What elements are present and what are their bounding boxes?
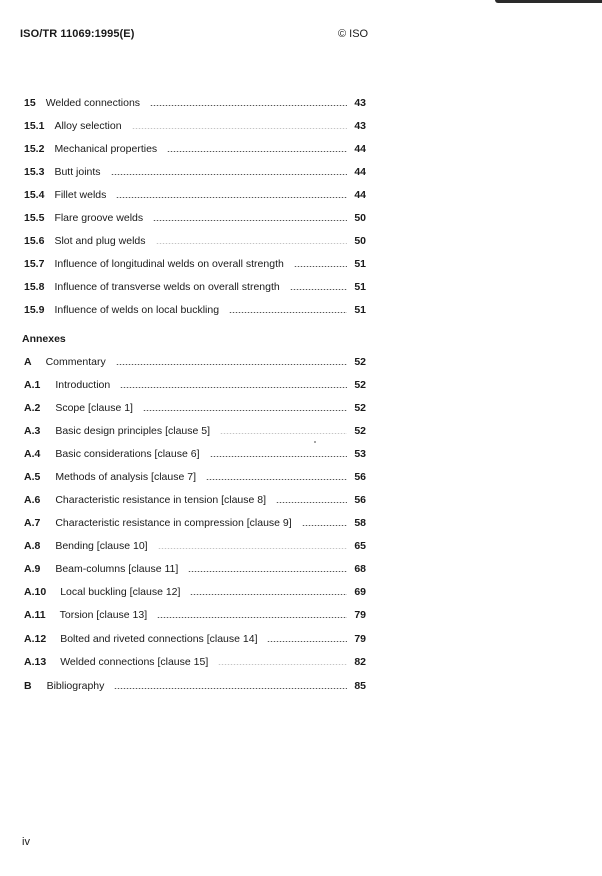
annex-entry-page: 69 [354, 586, 366, 598]
annex-entry-number: A.6 [24, 494, 41, 506]
annex-entry-number: A.12 [24, 633, 47, 645]
annex-entry [24, 355, 366, 369]
annex-entry [24, 493, 366, 507]
annex-entry-page: 79 [354, 609, 366, 621]
dot-leader [190, 594, 347, 595]
toc-entry-number: 15.3 [24, 166, 45, 178]
annex-entry-number: A.3 [24, 425, 41, 437]
annex-entry-title: Welded connections [clause 15] [60, 656, 209, 668]
annex-entry-number: A.9 [24, 563, 41, 575]
toc-entry [24, 257, 366, 271]
dot-leader [220, 433, 347, 434]
annex-entry-number: B [24, 680, 32, 692]
annex-entry-title: Bolted and riveted connections [clause 14] [60, 633, 258, 645]
toc-entry-page: 50 [354, 235, 366, 247]
annex-entry-page: 52 [354, 356, 366, 368]
annex-entry-page: 56 [354, 471, 366, 483]
dot-leader [116, 364, 347, 365]
toc-entry-page: 44 [354, 143, 366, 155]
dot-leader [302, 525, 347, 526]
toc-entry [24, 280, 366, 294]
annex-entry-title: Characteristic resistance in tension [clause 8] [55, 494, 267, 506]
toc-entry-number: 15.2 [24, 143, 45, 155]
toc-entry-number: 15.8 [24, 281, 45, 293]
annex-entry-page: 52 [354, 402, 366, 414]
annex-entry [24, 632, 366, 646]
annexes-heading: Annexes [22, 333, 66, 345]
toc-entry-page: 44 [354, 166, 366, 178]
toc-entry-number: 15.1 [24, 120, 45, 132]
annex-entry-number: A.1 [24, 379, 41, 391]
annex-entry-number: A.7 [24, 517, 41, 529]
annex-entry [24, 608, 366, 622]
dot-leader [158, 548, 347, 549]
dot-leader [153, 220, 347, 221]
toc-entry [24, 188, 366, 202]
scan-edge-mark [495, 0, 602, 3]
annex-entry [24, 562, 366, 576]
dot-leader [210, 456, 347, 457]
dot-leader [150, 105, 347, 106]
toc-entry-number: 15 [24, 97, 36, 109]
dot-leader [156, 243, 348, 244]
annex-entry-title: Torsion [clause 13] [59, 609, 148, 621]
toc-entry-title: Alloy selection [54, 120, 122, 132]
annex-entry [24, 424, 366, 438]
toc-entry-page: 51 [354, 304, 366, 316]
toc-entry-title: Fillet welds [54, 189, 107, 201]
annex-entry-title: Basic design principles [clause 5] [55, 425, 211, 437]
toc-entry-title: Welded connections [45, 97, 141, 109]
annex-entry-title: Bibliography [46, 680, 105, 692]
dot-leader [206, 479, 347, 480]
document-id: ISO/TR 11069:1995(E) [20, 28, 135, 40]
dot-leader [114, 688, 347, 689]
annex-entry-number: A.11 [24, 609, 46, 621]
toc-entry-title: Influence of welds on local buckling [54, 304, 220, 316]
dot-leader [111, 174, 347, 175]
toc-entry [24, 303, 366, 317]
toc-entry-title: Mechanical properties [54, 143, 158, 155]
annex-entry [24, 585, 366, 599]
annex-entry-number: A.13 [24, 656, 47, 668]
annex-entry-title: Commentary [45, 356, 106, 368]
dot-leader [290, 289, 347, 290]
dot-leader [267, 641, 347, 642]
annex-entry-number: A.2 [24, 402, 41, 414]
annex-entry-page: 79 [354, 633, 366, 645]
scan-speck [314, 441, 316, 443]
toc-entry [24, 165, 366, 179]
toc-entry-title: Influence of longitudinal welds on overall strength [54, 258, 284, 270]
toc-entry-page: 43 [354, 120, 366, 132]
toc-entry-page: 51 [354, 281, 366, 293]
annex-entry-title: Characteristic resistance in compression [clause 9] [55, 517, 292, 529]
annex-entry [24, 655, 366, 669]
annex-entry-title: Scope [clause 1] [55, 402, 133, 414]
dot-leader [132, 128, 347, 129]
dot-leader [143, 410, 347, 411]
toc-entry-number: 15.4 [24, 189, 45, 201]
toc-entry-title: Influence of transverse welds on overall strength [54, 281, 280, 293]
annex-entry-title: Beam-columns [clause 11] [55, 563, 179, 575]
annex-entry-title: Basic considerations [clause 6] [55, 448, 200, 460]
annex-entry-number: A.10 [24, 586, 47, 598]
annex-entry [24, 516, 366, 530]
toc-entry-page: 50 [354, 212, 366, 224]
annex-entry-number: A.5 [24, 471, 41, 483]
annex-entry-page: 56 [354, 494, 366, 506]
dot-leader [116, 197, 347, 198]
annex-entry [24, 470, 366, 484]
toc-entry-number: 15.9 [24, 304, 45, 316]
dot-leader [167, 151, 347, 152]
annex-entry [24, 378, 366, 392]
copyright-notice: © ISO [338, 28, 369, 40]
dot-leader [188, 571, 347, 572]
annex-entry-page: 53 [354, 448, 366, 460]
toc-entry-page: 51 [354, 258, 366, 270]
annex-entry [24, 401, 366, 415]
dot-leader [276, 502, 347, 503]
annex-entry-title: Local buckling [clause 12] [60, 586, 181, 598]
toc-entry-number: 15.6 [24, 235, 45, 247]
annex-entry-title: Bending [clause 10] [55, 540, 148, 552]
toc-entry [24, 119, 366, 133]
toc-entry-number: 15.7 [24, 258, 45, 270]
annex-entry-page: 58 [354, 517, 366, 529]
annex-entry-title: Methods of analysis [clause 7] [55, 471, 197, 483]
toc-entry-title: Slot and plug welds [54, 235, 146, 247]
dot-leader [229, 312, 347, 313]
dot-leader [218, 664, 347, 665]
annex-entry [24, 539, 366, 553]
toc-entry-page: 43 [354, 97, 366, 109]
annex-entry-number: A.8 [24, 540, 41, 552]
dot-leader [294, 266, 347, 267]
annex-entry-page: 68 [354, 563, 366, 575]
annex-entry-number: A.4 [24, 448, 41, 460]
toc-entry [24, 96, 366, 110]
annex-entry-title: Introduction [55, 379, 111, 391]
annex-entry [24, 447, 366, 461]
dot-leader [120, 387, 347, 388]
annex-entry [24, 679, 366, 693]
annex-entry-number: A [24, 356, 32, 368]
toc-entry [24, 211, 366, 225]
toc-entry-title: Flare groove welds [54, 212, 144, 224]
annex-entry-page: 52 [354, 425, 366, 437]
toc-entry [24, 234, 366, 248]
page-folio: iv [22, 836, 30, 848]
annex-entry-page: 85 [354, 680, 366, 692]
toc-entry-title: Butt joints [54, 166, 101, 178]
toc-entry [24, 142, 366, 156]
dot-leader [157, 617, 347, 618]
annex-entry-page: 52 [354, 379, 366, 391]
toc-entry-page: 44 [354, 189, 366, 201]
annex-entry-page: 65 [354, 540, 366, 552]
toc-entry-number: 15.5 [24, 212, 45, 224]
annex-entry-page: 82 [354, 656, 366, 668]
